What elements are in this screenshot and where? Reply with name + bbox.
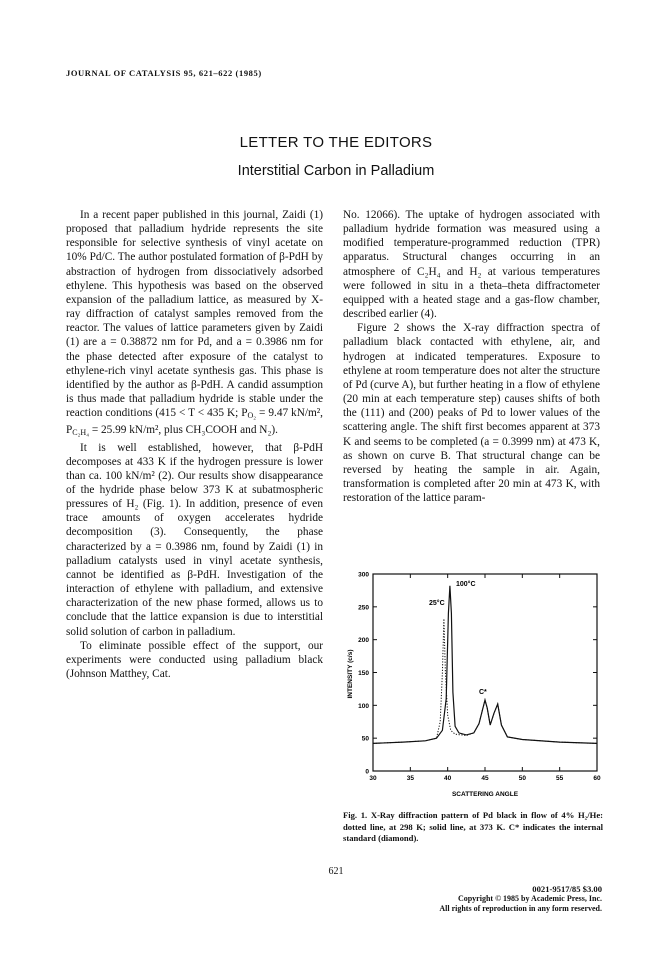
y-tick-label-1: 50 — [361, 735, 369, 743]
annotation-100c: 100°C — [456, 581, 476, 588]
copyright-line: Copyright © 1985 by Academic Press, Inc. — [457, 894, 602, 903]
x-tick-label-4: 50 — [518, 775, 526, 782]
y-axis-label: INTENSITY (c/s) — [347, 649, 354, 699]
y-tick-label-2: 100 — [358, 702, 369, 710]
journal-line — [66, 68, 262, 78]
x-tick-label-5: 55 — [556, 775, 564, 782]
page-number: 621 — [328, 866, 344, 877]
y-tick-label-6: 300 — [358, 571, 369, 579]
xrd-chart — [343, 566, 603, 802]
y-tick-label-3: 150 — [358, 670, 369, 677]
article-title: Interstitial Carbon in Palladium — [237, 163, 435, 179]
journal-name: JOURNAL OF CATALYSIS — [66, 68, 181, 78]
right-column — [343, 208, 600, 505]
annotation-cstar: C* — [479, 689, 487, 696]
journal-pages-year: 621–622 (1985) — [198, 68, 262, 78]
series-line-100c — [373, 586, 597, 744]
left-column — [66, 208, 323, 681]
paragraph-3: To eliminate possible effect of the support, our experiments were conducted using palladium black (Johnson Matthey, Cat. — [66, 639, 323, 680]
journal-volume: 95, — [183, 68, 197, 78]
paragraph-1: In a recent paper published in this journal, Zaidi (1) proposed that palladium hydride represents the site responsible for selective synthesis of vinyl acetate on 10% Pd/C. The author postulated formation of β-PdH by abstraction of hydrogen from dissociatively adsorbed ethylene. This hypothesis was based on the observed expansion of the palladium lattice, as measured by X-ray diffraction of catalyst samples removed from the reactor. The values of lattice parameters given by Zaidi (1) are a = 0.38872 nm for Pd, and a = 0.3986 nm for the phase detected after exposure of the catalyst to ethylene-rich vinyl acetate synthesis gas. This phase is identified by the author as β-PdH. A candid assumption is thus made that palladium hydride is stable under the reaction conditions (415 < T < 435 K; $P_{O_2} = 9.47$ kN/m², $P_{C_2H_4} = 25.99$ kN/m², plus CH₃COOH and N₂). — [66, 209, 324, 438]
section-heading: LETTER TO THE EDITORS — [239, 134, 433, 151]
annotation-25c: 25°C — [429, 600, 445, 607]
x-axis-label: SCATTERING ANGLE — [451, 791, 519, 798]
paragraph-2: It is well established, however, that β-PdH decomposes at 433 K if the hydrogen pressure is lower than ca. 100 kN/m² (2). Our results show disappearance of the hydride phase below 373 K at subatmospheric pressures of H₂ (Fig. 1). In addition, presence of even trace amounts of oxygen accelerates hydride decomposition (3). Consequently, the phase characterized by a = 0.3986 nm, found by Zaidi (1) in palladium catalysts used in vinyl acetate synthesis, cannot be identified as β-PdH. Investigation of the interaction of ethylene with palladium, and extensive characterization of the new phase formed, allows us to conclude that the lattice expansion is due to interstitial solid solution of carbon in palladium. — [66, 441, 323, 638]
rights-line: All rights of reproduction in any form reserved. — [439, 904, 602, 913]
x-tick-label-1: 35 — [406, 775, 414, 782]
y-tick-label-5: 250 — [358, 604, 369, 612]
figure-caption: Fig. 1. X-Ray diffraction pattern of Pd black in flow of 4% H₂/He: dotted line, at 298 K; solid line, at 373 K. C* indicates the internal standard (diamond). — [343, 810, 603, 844]
series-line-25c — [373, 619, 597, 744]
y-tick-label-0: 0 — [365, 768, 369, 776]
paragraph-5: Figure 2 shows the X-ray diffraction spectra of palladium black contacted with ethylene, air, and hydrogen at indicated temperatures. Exposure to ethylene at room temperature does not alter the structure of Pd (curve A), but further heating in a flow of ethylene (20 min at each temperature step) causes shifts of both the (111) and (200) peaks of Pd to lower values of the scattering angle. The shift first becomes apparent at 373 K and seems to be completed (a = 0.3999 nm) at 473 K, as shown on curve B. That structural change can be reversed by heating the sample in air. Again, transformation is completed after 20 min at 473 K, with restoration of the lattice param- — [343, 322, 600, 505]
x-tick-label-2: 40 — [444, 775, 452, 782]
x-tick-label-3: 45 — [481, 775, 489, 782]
y-tick-label-4: 200 — [358, 637, 369, 645]
article-code: 0021-9517/85 $3.00 — [532, 884, 602, 894]
x-tick-label-0: 30 — [369, 775, 377, 782]
paragraph-4: No. 12066). The uptake of hydrogen associated with palladium hydride formation was measured using a modified temperature-programmed reduction (TPR) apparatus. Structural changes occurring in an atmosphere of C₂H₄ and H₂ at various temperatures were followed in situ in a theta–theta diffractometer equipped with a heated stage and a gas-flow chamber, described earlier (4). — [343, 209, 600, 321]
x-tick-label-6: 60 — [593, 775, 601, 782]
copyright-footer — [439, 884, 602, 914]
figure-1 — [343, 566, 603, 802]
